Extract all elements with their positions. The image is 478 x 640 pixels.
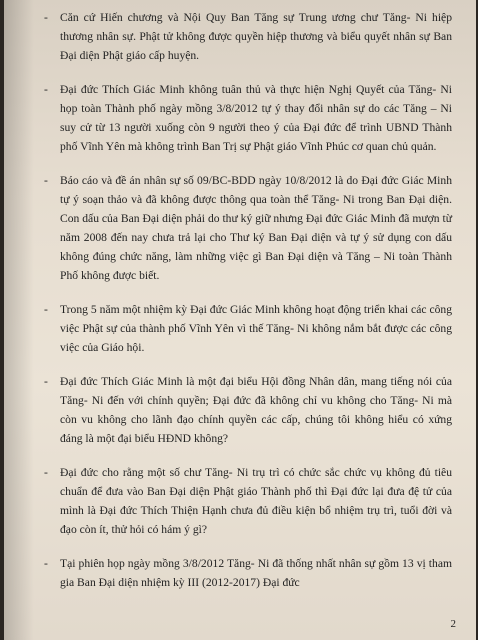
paragraph-text: Tại phiên họp ngày mồng 3/8/2012 Tăng- Ni đã thống nhất nhân sự gồm 13 vị tham gia Ban Đại diện nhiệm kỳ III (2012-2017) Đại đức	[60, 557, 452, 589]
paragraph-item	[44, 8, 452, 65]
paragraph-item	[44, 554, 452, 592]
paragraph-item	[44, 300, 452, 357]
paragraph-text: Đại đức cho rằng một số chư Tăng- Ni trụ trì có chức sắc chức vụ không đủ tiêu chuẩn để đưa vào Ban Đại diện Phật giáo Thành phố thì Đại đức lại đưa đệ tử của mình là Đại đức Thích Thiện Hạnh chưa đủ điều kiện bổ nhiệm trụ trì, tuổi đời và đạo còn ít, thử hỏi có hám ý gì?	[60, 466, 452, 536]
bullet-dash: -	[44, 557, 48, 570]
bullet-dash: -	[44, 11, 48, 24]
page-shadow	[4, 0, 34, 640]
page-number: 2	[450, 618, 456, 630]
bullet-dash: -	[44, 83, 48, 96]
document-page	[4, 0, 476, 640]
bullet-dash: -	[44, 466, 48, 479]
paragraph-text: Đại đức Thích Giác Minh không tuân thủ và thực hiện Nghị Quyết của Tăng- Ni họp toàn Thành phố ngày mồng 3/8/2012 tự ý thay đổi nhân sự do các Tăng – Ni suy cử từ 13 người xuống còn 9 người theo ý của Đại đức để trình UBND Thành phố Vĩnh Yên mà không trình Ban Trị sự Phật giáo Vĩnh Phúc cơ quan chủ quản.	[60, 83, 452, 153]
paragraph-text: Căn cứ Hiến chương và Nội Quy Ban Tăng sự Trung ương chư Tăng- Ni hiệp thương nhân sự. Phật tử không được quyền hiệp thương và biểu quyết nhân sự Ban Đại diện Phật giáo cấp huyện.	[60, 11, 452, 62]
paragraph-text: Đại đức Thích Giác Minh là một đại biểu Hội đồng Nhân dân, mang tiếng nói của Tăng- Ni đến với chính quyền; Đại đức đã không chỉ vu không cho Tăng- Ni mà còn vu không cho lãnh đạo chính quyền các cấp, chúng tôi không hiểu có xứng đáng là một đại biểu HĐND không?	[60, 375, 452, 445]
document-body	[44, 8, 452, 607]
bullet-dash: -	[44, 375, 48, 388]
paragraph-item	[44, 80, 452, 156]
bullet-dash: -	[44, 303, 48, 316]
paragraph-item	[44, 463, 452, 539]
bullet-dash: -	[44, 174, 48, 187]
paragraph-text: Trong 5 năm một nhiệm kỳ Đại đức Giác Minh không hoạt động triển khai các công việc Phật sự của thành phố Vĩnh Yên vì thế Tăng- Ni không nắm bắt được các công việc của Giáo hội.	[60, 303, 452, 354]
paragraph-item	[44, 372, 452, 448]
paragraph-text: Báo cáo và đề án nhân sự số 09/BC-BDD ngày 10/8/2012 là do Đại đức Giác Minh tự ý soạn thảo và đã không được thông qua toàn thể Tăng- Ni trong Ban Đại diện. Con dấu của Ban Đại diện phải do thư ký giữ nhưng Đại đức Giác Minh đã mượn từ năm 2008 đến nay chưa trả lại cho Thư ký Ban Đại diện và tự ý sử dụng con dấu không đúng chức năng, làm những việc gì Ban Đại diện và Tăng – Ni toàn Thành Phố không được biết.	[60, 174, 452, 282]
paragraph-item	[44, 171, 452, 285]
